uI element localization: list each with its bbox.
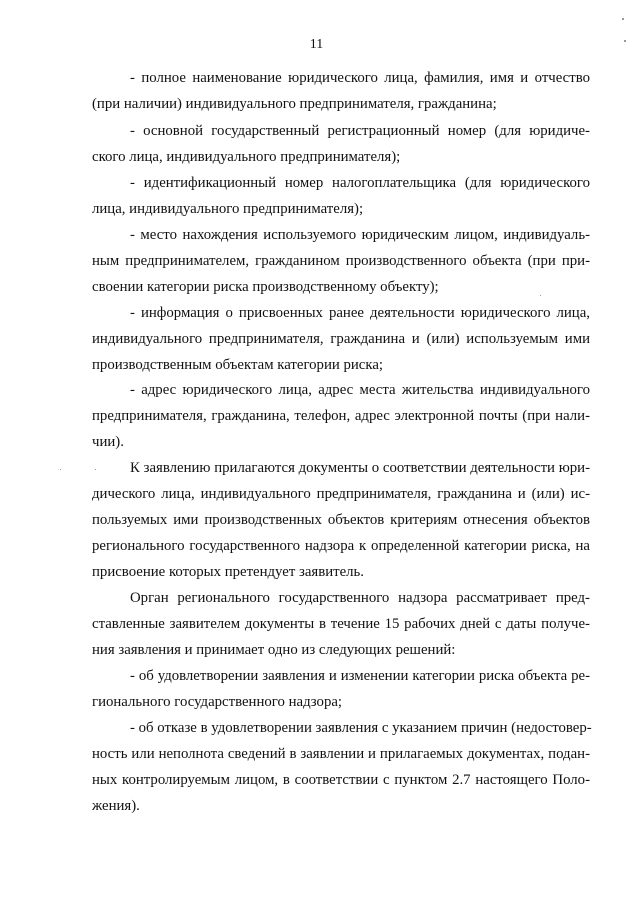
- text-line: ность или неполнота сведений в заявлении и прилагаемых документах, подан-: [92, 746, 590, 762]
- scan-speck: [95, 469, 96, 470]
- text-line: - идентификационный номер налогоплательщика (для юридического: [130, 175, 590, 191]
- text-line: своении категории риска производственному объекту);: [92, 279, 439, 295]
- text-line: - адрес юридического лица, адрес места жительства индивидуального: [130, 382, 590, 398]
- text-line: индивидуального предпринимателя, гражданина и (или) используемым ими: [92, 331, 590, 347]
- text-line: производственным объектам категории риска;: [92, 357, 384, 373]
- scan-speck: [624, 40, 626, 42]
- scan-speck: [60, 469, 61, 470]
- text-line: ского лица, индивидуального предпринимателя);: [92, 149, 401, 165]
- text-line: - полное наименование юридического лица, фамилия, имя и отчество: [130, 70, 590, 86]
- text-line: предпринимателя, гражданина, телефон, адрес электронной почты (при нали-: [92, 408, 590, 424]
- page-number: 11: [309, 37, 324, 52]
- scan-speck: [540, 295, 541, 296]
- text-line: ставленные заявителем документы в течение 15 рабочих дней с даты получе-: [92, 616, 590, 632]
- text-line: ных контролируемым лицом, в соответствии с пунктом 2.7 настоящего Поло-: [92, 772, 590, 788]
- text-line: К заявлению прилагаются документы о соответствии деятельности юри-: [130, 460, 590, 476]
- text-line: жения).: [92, 798, 140, 814]
- text-line: - место нахождения используемого юридическим лицом, индивидуаль-: [130, 227, 590, 243]
- text-line: ным предпринимателем, гражданином производственного объекта (при при-: [92, 253, 590, 269]
- text-line: (при наличии) индивидуального предпринимателя, гражданина;: [92, 96, 497, 112]
- text-line: регионального государственного надзора к определенной категории риска, на: [92, 538, 590, 554]
- text-line: - об удовлетворении заявления и изменении категории риска объекта ре-: [130, 668, 590, 684]
- text-line: - основной государственный регистрационный номер (для юридиче-: [130, 123, 590, 139]
- text-line: пользуемых ими производственных объектов критериям отнесения объектов: [92, 512, 590, 528]
- scan-speck: [622, 18, 624, 20]
- text-line: - об отказе в удовлетворении заявления с указанием причин (недостовер-: [130, 720, 592, 736]
- text-line: Орган регионального государственного надзора рассматривает пред-: [130, 590, 590, 606]
- text-line: лица, индивидуального предпринимателя);: [92, 201, 364, 217]
- text-line: - информация о присвоенных ранее деятельности юридического лица,: [130, 305, 590, 321]
- text-line: ния заявления и принимает одно из следующих решений:: [92, 642, 456, 658]
- text-line: присвоение которых претендует заявитель.: [92, 564, 364, 580]
- text-line: чии).: [92, 434, 124, 450]
- text-line: гионального государственного надзора;: [92, 694, 343, 710]
- text-line: дического лица, индивидуального предпринимателя, гражданина и (или) ис-: [92, 486, 590, 502]
